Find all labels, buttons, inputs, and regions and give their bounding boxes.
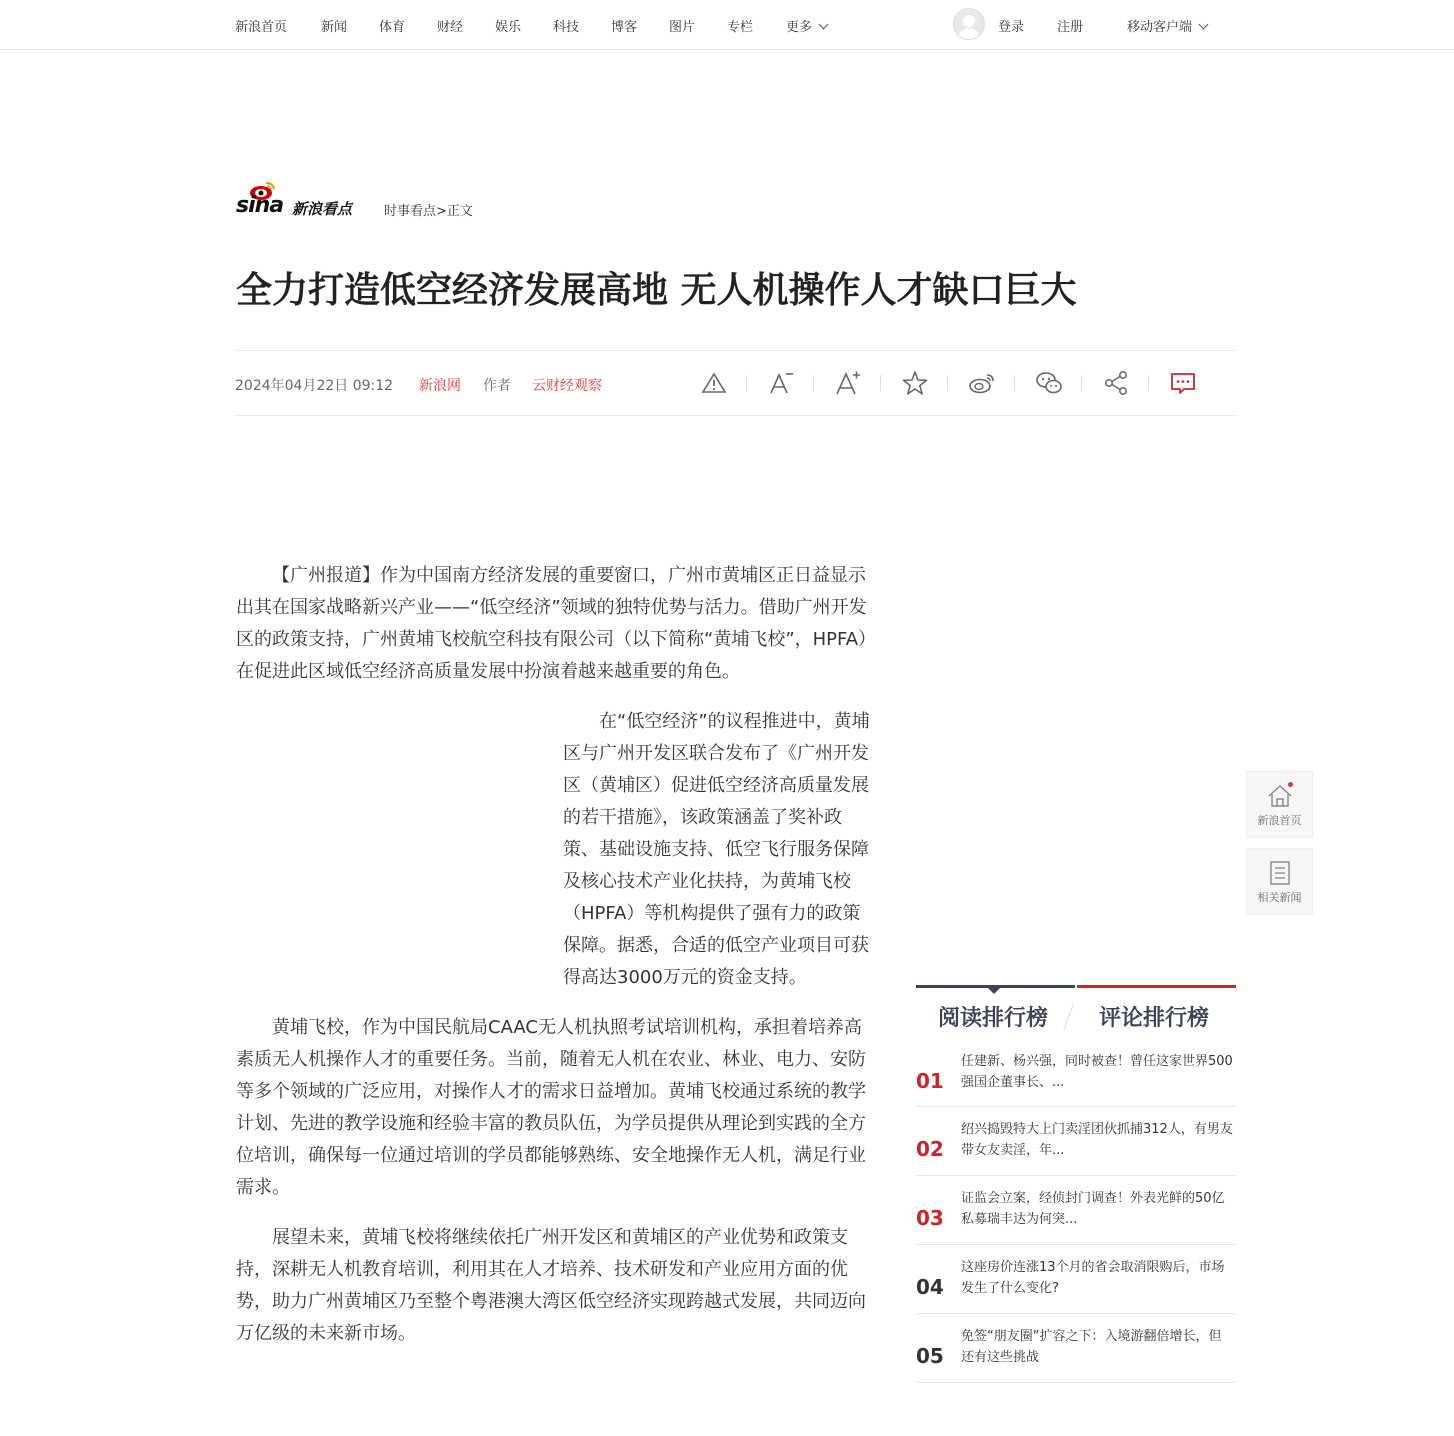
nav-ent[interactable]: 娱乐: [495, 20, 522, 35]
article-image-placeholder: [236, 706, 563, 996]
rank-number: 01: [916, 1069, 944, 1093]
article-paragraph: 黄埔飞校，作为中国民航局CAAC无人机执照考试培训机构，承担着培养高素质无人机操作人才的重要任务。当前，随着无人机在农业、林业、电力、安防等多个领域的广泛应用，对操作人才的需求日益增加。黄埔飞校通过系统的教学计划、先进的教学设施和经验丰富的教员队伍，为学员提供从理论到实践的全方位培训，确保每一位通过培训的学员都能够熟练、安全地操作无人机，满足行业需求。: [236, 1017, 866, 1198]
nav-sports[interactable]: 体育: [379, 20, 406, 35]
nav-more[interactable]: [786, 16, 827, 35]
nav-more-label: 更多: [786, 20, 813, 35]
divider: [1081, 375, 1082, 391]
font-increase-icon[interactable]: [834, 369, 862, 397]
wechat-share-icon[interactable]: [1035, 369, 1063, 397]
author-label: 作者: [483, 378, 511, 394]
breadcrumb[interactable]: 时事看点>正文: [384, 204, 473, 219]
float-related-button[interactable]: [1246, 848, 1313, 915]
divider: [746, 375, 747, 391]
tab-indicator-comment: [1077, 985, 1236, 988]
login-link[interactable]: 登录: [998, 20, 1025, 35]
nav-column[interactable]: 专栏: [727, 20, 754, 35]
publish-date: 2024年04月22日 09:12: [235, 378, 394, 394]
chevron-down-icon: [1199, 20, 1209, 30]
nav-tech[interactable]: 科技: [553, 20, 580, 35]
rank-number: 03: [916, 1206, 944, 1230]
article-body: [236, 560, 876, 1368]
chevron-down-icon: [819, 20, 829, 30]
weibo-share-icon[interactable]: [968, 369, 996, 397]
rank-title[interactable]: 绍兴捣毁特大上门卖淫团伙抓捕312人，有男友带女友卖淫，年...: [961, 1122, 1233, 1158]
article-paragraph: 展望未来，黄埔飞校将继续依托广州开发区和黄埔区的产业优势和政策支持，深耕无人机教育培训，利用其在人才培养、技术研发和产业应用方面的优势，助力广州黄埔区乃至整个粤港澳大湾区低空经济实现跨越式发展，共同迈向万亿级的未来新市场。: [236, 1227, 866, 1344]
rank-title[interactable]: 免签“朋友圈”扩容之下：入境游翻倍增长，但还有这些挑战: [961, 1329, 1222, 1365]
nav-finance[interactable]: 财经: [437, 20, 464, 35]
article-paragraph: 在“低空经济”的议程推进中，黄埔区与广州开发区联合发布了《广州开发区（黄埔区）促进低空经济高质量发展的若干措施》，该政策涵盖了奖补政策、基础设施支持、低空飞行服务保障及核心技术产业化扶持，为黄埔飞校（HPFA）等机构提供了强有力的政策保障。据悉，合适的低空产业项目可获得高达3000万元的资金支持。: [563, 711, 870, 988]
favorite-star-icon[interactable]: [901, 369, 929, 397]
divider: [947, 375, 948, 391]
float-home-label: 新浪首页: [1257, 814, 1302, 827]
divider: [1014, 375, 1015, 391]
top-nav: [0, 0, 1454, 50]
rank-title[interactable]: 证监会立案，经侦封门调查！外表光鲜的50亿私募瑞丰达为何突...: [961, 1191, 1225, 1227]
avatar[interactable]: [953, 8, 985, 40]
rank-number: 04: [916, 1275, 944, 1299]
nav-blog[interactable]: 博客: [611, 20, 638, 35]
ranking-item[interactable]: [916, 1314, 1236, 1383]
source-link[interactable]: 新浪网: [419, 378, 461, 394]
divider: [813, 375, 814, 391]
float-related-label: 相关新闻: [1257, 891, 1302, 904]
rank-number: 02: [916, 1137, 944, 1161]
ranking-panel: [916, 985, 1236, 1383]
tab-read-ranking[interactable]: 阅读排行榜: [938, 1006, 1049, 1031]
tab-comment-ranking[interactable]: 评论排行榜: [1099, 1006, 1210, 1031]
article-meta-bar: [235, 350, 1236, 416]
divider: [1063, 1004, 1074, 1031]
mobile-client-label: 移动客户端: [1127, 20, 1193, 35]
comment-icon[interactable]: [1169, 369, 1197, 397]
register-link[interactable]: 注册: [1057, 20, 1084, 35]
sina-kandian-logo[interactable]: 新浪看点: [292, 200, 353, 218]
sina-logo[interactable]: sina: [236, 193, 284, 218]
author-link[interactable]: 云财经观察: [532, 378, 602, 394]
ranking-item[interactable]: [916, 1051, 1236, 1107]
ranking-item[interactable]: [916, 1176, 1236, 1245]
share-icon[interactable]: [1102, 369, 1130, 397]
article-paragraph: 【广州报道】作为中国南方经济发展的重要窗口，广州市黄埔区正日益显示出其在国家战略新兴产业——“低空经济”领域的独特优势与活力。借助广州开发区的政策支持，广州黄埔飞校航空科技有限公司（以下简称“黄埔飞校”，HPFA）在促进此区域低空经济高质量发展中扮演着越来越重要的角色。: [236, 565, 868, 682]
nav-news[interactable]: 新闻: [321, 20, 348, 35]
nav-photo[interactable]: 图片: [669, 20, 696, 35]
nav-home[interactable]: 新浪首页: [235, 20, 288, 35]
page-title: 全力打造低空经济发展高地 无人机操作人才缺口巨大: [236, 270, 1077, 311]
rank-number: 05: [916, 1344, 944, 1368]
tab-active-notch: [988, 988, 1000, 994]
ranking-item[interactable]: [916, 1107, 1236, 1176]
divider: [880, 375, 881, 391]
ranking-tabs: [916, 985, 1236, 1051]
font-decrease-icon[interactable]: [767, 369, 795, 397]
list-icon: [1267, 861, 1293, 885]
mobile-client-dropdown[interactable]: [1127, 16, 1207, 35]
float-home-button[interactable]: [1246, 771, 1313, 838]
rank-title[interactable]: 这座房价连涨13个月的省会取消限购后，市场发生了什么变化?: [961, 1260, 1225, 1296]
divider: [1148, 375, 1149, 391]
rank-title[interactable]: 任建新、杨兴强，同时被查！曾任这家世界500强国企董事长、...: [961, 1054, 1233, 1090]
notification-dot: [1288, 782, 1293, 787]
report-icon[interactable]: [700, 369, 728, 397]
ranking-item[interactable]: [916, 1245, 1236, 1314]
home-icon: [1267, 784, 1293, 808]
